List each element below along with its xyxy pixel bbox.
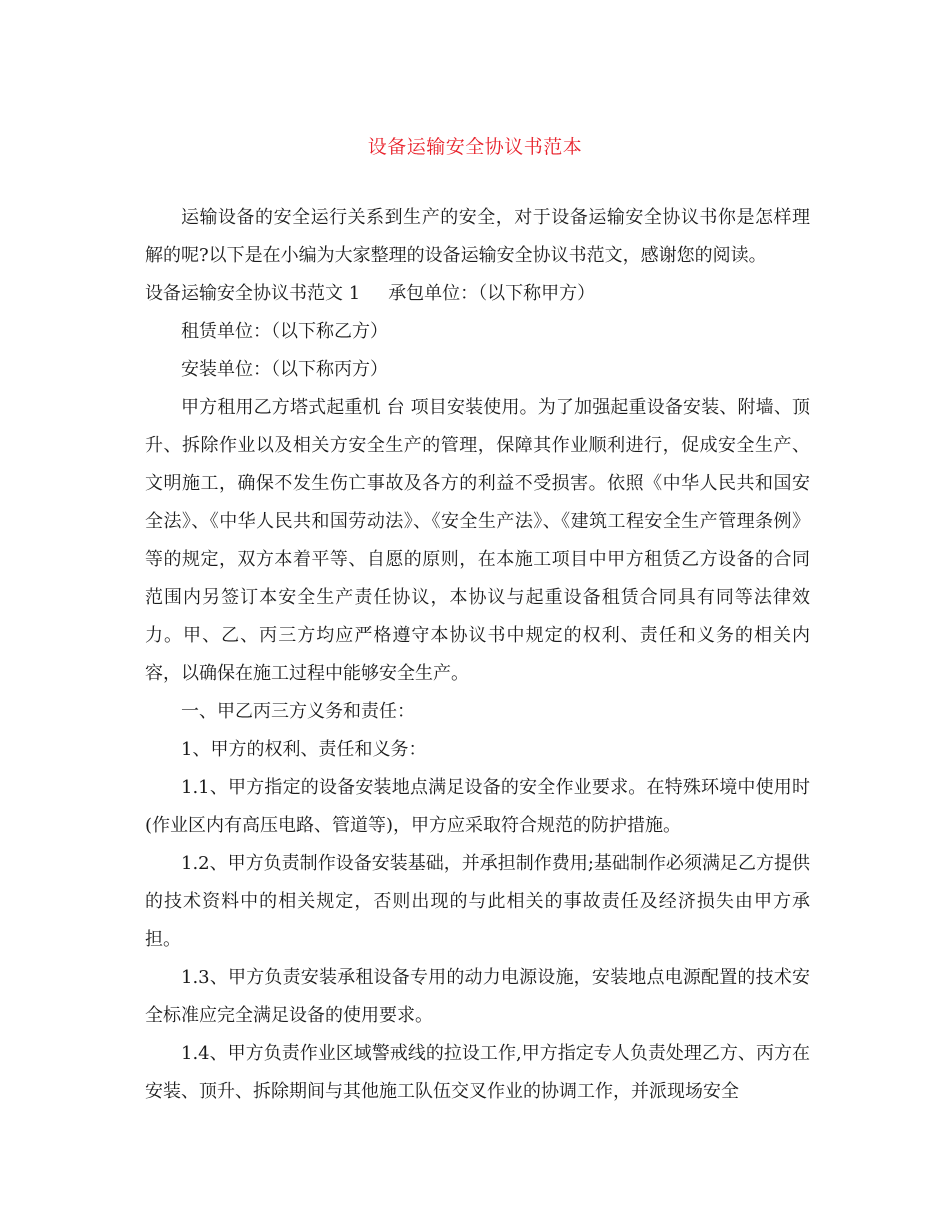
clause-1-2: 1.2、甲方负责制作设备安装基础，并承担制作费用;基础制作必须满足乙方提供的技术资料中的相关规定，否则出现的与此相关的事故责任及经济损失由甲方承担。 [145,853,810,950]
document-body [145,199,810,1111]
party-c-line: 安装单位：（以下称丙方） [181,359,388,380]
intro-paragraph: 运输设备的安全运行关系到生产的安全，对于设备运输安全协议书你是怎样理解的呢?以下是在小编为大家整理的设备运输安全协议书范文，感谢您的阅读。 [145,207,810,266]
clause-1-3: 1.3、甲方负责安装承租设备专用的动力电源设施，安装地点电源配置的技术安全标准应完全满足设备的使用要求。 [145,967,810,1026]
document-title: 设备运输安全协议书范本 [367,136,583,158]
party-b-line: 租赁单位：（以下称乙方） [181,321,388,342]
sample-heading: 设备运输安全协议书范文 1 [145,283,361,304]
sample-heading-line [145,275,810,313]
main-paragraph: 甲方租用乙方塔式起重机 台 项目安装使用。为了加强起重设备安装、附墙、顶升、拆除作业以及相关方安全生产的管理，保障其作业顺利进行，促成安全生产、文明施工，确保不发生伤亡事故及各方的利益不受损害。依照《中华人民共和国安全法》、《中华人民共和国劳动法》、《安全生产法》、《建筑工程安全生产管理条例》等的规定，双方本着平等、自愿的原则，在本施工项目中甲方租赁乙方设备的合同范围内另签订本安全生产责任协议，本协议与起重设备租赁合同具有同等法律效力。甲、乙、丙三方均应严格遵守本协议书中规定的权利、责任和义务的相关内容，以确保在施工过程中能够安全生产。 [145,397,810,684]
party-a-line: 承包单位：（以下称甲方） [388,283,596,304]
section-heading-1: 一、甲乙丙三方义务和责任： [181,701,415,722]
clause-1-1: 1.1、甲方指定的设备安装地点满足设备的安全作业要求。在特殊环境中使用时(作业区内有高压电路、管道等)，甲方应采取符合规范的防护措施。 [145,777,810,836]
subsection-heading-1: 1、甲方的权利、责任和义务： [181,739,427,760]
clause-1-4: 1.4、甲方负责作业区域警戒线的拉设工作,甲方指定专人负责处理乙方、丙方在安装、顶升、拆除期间与其他施工队伍交叉作业的协调工作，并派现场安全 [145,1043,810,1102]
